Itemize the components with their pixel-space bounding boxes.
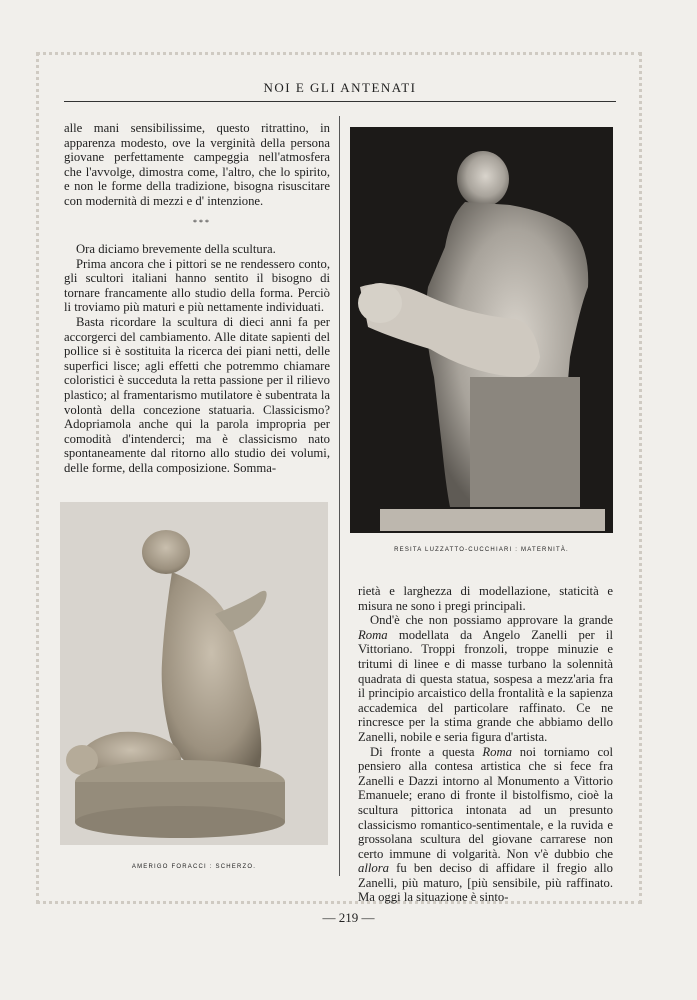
header-rule [64, 101, 616, 102]
column-divider [339, 116, 340, 876]
page-number: — 219 — [322, 910, 375, 925]
maternita-sculpture-illustration [350, 127, 613, 533]
right-column [358, 584, 613, 905]
scherzo-sculpture-illustration [60, 502, 328, 845]
right-paragraph-2: Ond'è che non possiamo approvare la grande Roma modellata da Angelo Zanelli per il Vittoriano. Troppi fronzoli, troppe minuzie e tritumi di linee e di masse turbano la solennità quadrata di questa statua, sospesa a mezz'aria fra il principio arcaistico della frontalità e la sapienza accademica del particolare raffinato. Ce ne rincresce per la stima grande che abbiamo dello Zanelli, nobile e seria figura d'artista. [358, 613, 613, 744]
maternita-photo [350, 127, 613, 533]
maternita-caption: RESITA LUZZATTO-CUCCHIARI : MATERNITÀ. [394, 547, 569, 553]
left-column-sculpture [64, 242, 330, 476]
right-paragraph-1: rietà e larghezza di modellazione, staticità e misura ne sono i pregi principali. [358, 584, 613, 613]
running-header: NOI E GLI ANTENATI [263, 80, 417, 95]
left-paragraph-4: Basta ricordare la scultura di dieci anni fa per accorgerci del cambiamento. Alle ditate sapienti del pollice si è sostituita la ricerca dei piani netti, delle superfici lisce; agli effetti che potremmo chiamare coloristici è succeduta la retta passione per il rilievo plastico; al framentarismo mutilatore è subentrata la volontà della concezione statuaria. Classicismo? Adopriamola anche qui la parola impropria per comodità d'intenderci; ma è classicismo nato spontaneamente dal ritorno allo studio dei volumi, delle forme, della composizione. Somma- [64, 314, 330, 475]
scherzo-photo [60, 502, 328, 845]
scherzo-caption: AMERIGO FORACCI : SCHERZO. [131, 864, 257, 870]
left-paragraph-1: alle mani sensibilissime, questo ritrattino, in apparenza modesto, ove la verginità della persona giovane perfettamente campeggia nell'atmosfera che l'avvolge, dimostra come, l'altro, che lo spirito, e non le forme della tradizione, bisogna risuscitare con modernità di mezzi e d' intenzione. [64, 121, 330, 208]
left-paragraph-3: Prima ancora che i pittori se ne rendessero conto, gli scultori italiani hanno sentito il bisogno di tornare francamente allo studio della forma. Perciò li troviamo più maturi e più nettamente individuati. [64, 256, 330, 315]
section-separator: * * * [193, 218, 209, 227]
right-paragraph-3: Di fronte a questa Roma noi torniamo col pensiero alla contesa artistica che si fece fra Zanelli e Dazzi intorno al Monumento a Vittorio Emanuele; erano di fronte il bistolfismo, cioè la scultura pittorica intonata ad un presunto classicismo romantico-sentimentale, e la ruvida e grossolana scultura del giovane carrarese non certo immune di volgarità. Non v'è dubbio che allora fu ben deciso di affidare il fregio allo Zanelli, più maturo, [più sensibile, più raffinato. Ma oggi la situazione è sinto- [358, 744, 613, 905]
left-column [64, 121, 330, 209]
left-paragraph-2: Ora diciamo brevemente della scultura. [76, 242, 276, 256]
